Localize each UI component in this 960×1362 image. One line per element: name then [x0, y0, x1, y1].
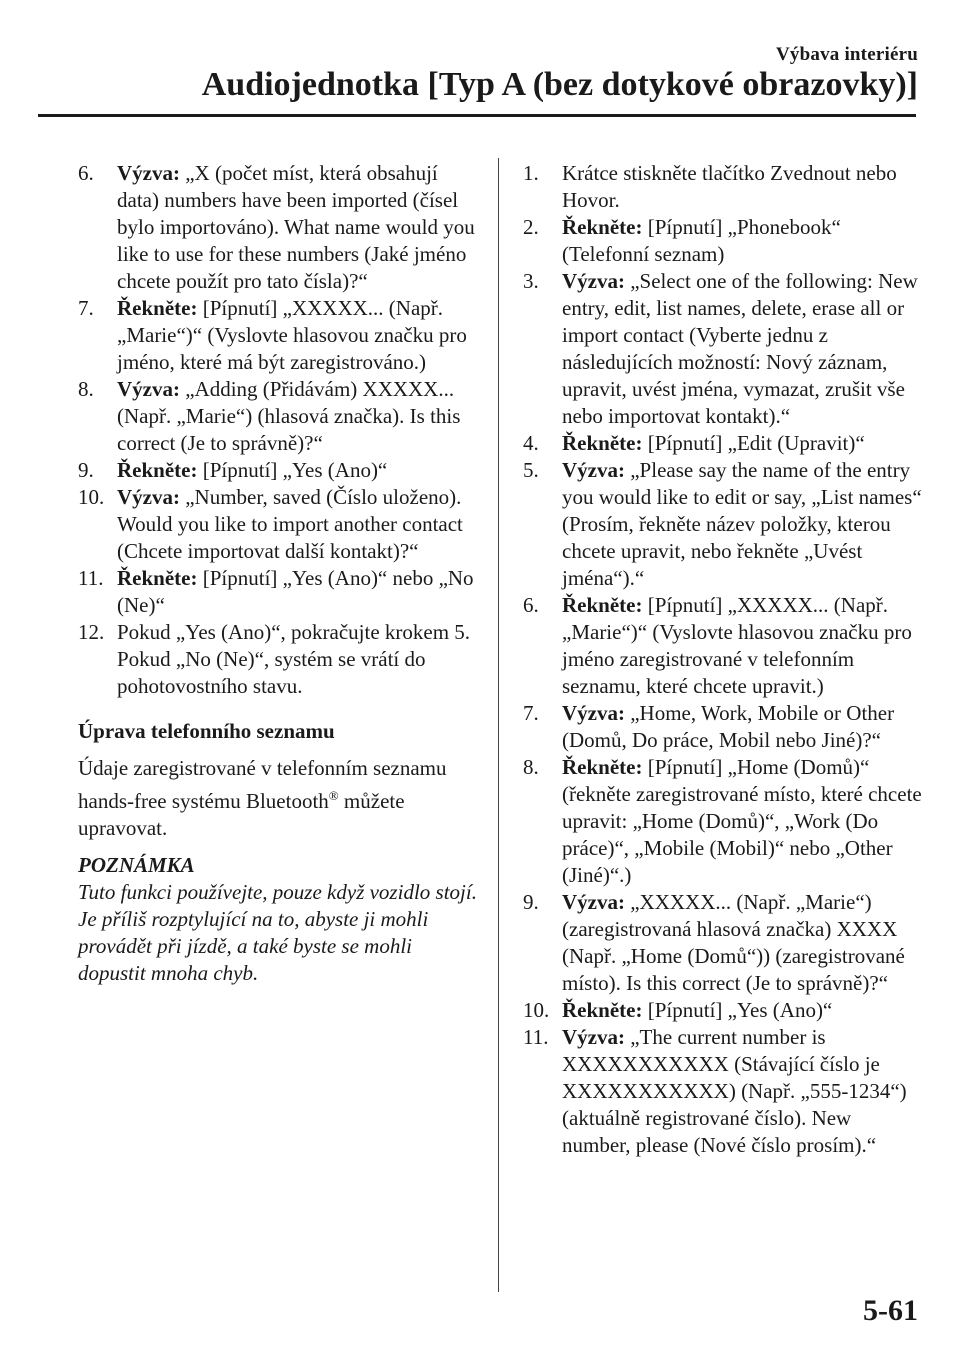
step-body: [Pípnutí] „Yes (Ano)“ [197, 458, 388, 482]
step-body: „Please say the name of the entry you would like to edit or say, „List names“ (Prosím, řekněte název položky, kterou chcete upravit, nebo řekněte „Uvést jména“).“ [562, 458, 922, 590]
step-item [78, 619, 478, 646]
step-body: „XXXXX... (Např. „Marie“) (zaregistrovaná hlasová značka) XXXX (Např. „Home (Domů“)) (zaregistrované místo). Is this correct (Je to správně)?“ [562, 890, 905, 995]
step-number: 9. [78, 458, 94, 482]
step-label: Výzva: [562, 269, 625, 293]
step-body: [Pípnutí] „Yes (Ano)“ nebo „No (Ne)“ [117, 566, 474, 617]
step-label: Výzva: [562, 701, 625, 725]
page-number: 5-61 [863, 1294, 918, 1327]
step-body: [Pípnutí] „Home (Domů)“ (řekněte zaregistrované místo, které chcete upravit: „Home (Domů)“, „Work (Do práce)“, „Mobile (Mobil)“ nebo „Other (Jiné)“.) [562, 755, 922, 887]
step-item [78, 484, 478, 565]
header-divider [38, 114, 916, 117]
step-number: 5. [523, 458, 539, 482]
step-number: 3. [523, 269, 539, 293]
step-number: 2. [523, 215, 539, 239]
column-divider [498, 158, 499, 1292]
step-number: 11. [523, 1025, 549, 1049]
right-column [523, 160, 923, 1159]
step-item [523, 700, 923, 754]
step-continuation: Pokud „No (Ne)“, systém se vrátí do pohotovostního stavu. [117, 647, 426, 698]
step-body: [Pípnutí] „XXXXX... (Např. „Marie“)“ (Vyslovte hlasovou značku pro jméno zaregistrované v telefonním seznamu, které chcete upravit.) [562, 593, 912, 698]
step-number: 8. [78, 377, 94, 401]
step-item [523, 754, 923, 889]
step-body: [Pípnutí] „Edit (Upravit)“ [642, 431, 865, 455]
step-item [523, 592, 923, 700]
step-label: Řekněte: [117, 296, 198, 320]
step-number: 12. [78, 620, 105, 644]
registered-mark: ® [328, 788, 339, 803]
step-body: [Pípnutí] „Phonebook“ (Telefonní seznam) [562, 215, 841, 266]
step-body: „X (počet míst, která obsahují data) numbers have been imported (čísel bylo importováno). What name would you like to use for these numbers (Jaké jméno chcete použít pro tato čísla)?“ [117, 161, 475, 293]
step-item [78, 376, 478, 457]
section-heading: Úprava telefonního seznamu [78, 719, 335, 743]
step-number: 7. [523, 701, 539, 725]
step-body: [Pípnutí] „XXXXX... (Např. „Marie“)“ (Vyslovte hlasovou značku pro jméno, které má být zaregistrováno.) [117, 296, 467, 374]
step-number: 6. [523, 593, 539, 617]
step-item [523, 268, 923, 430]
step-item [523, 997, 923, 1024]
step-number: 10. [523, 998, 550, 1022]
step-body: „Home, Work, Mobile or Other (Domů, Do práce, Mobil nebo Jiné)?“ [562, 701, 895, 752]
step-label: Řekněte: [562, 755, 643, 779]
step-body: Krátce stiskněte tlačítko Zvednout nebo Hovor. [562, 161, 897, 212]
step-item [78, 457, 478, 484]
step-number: 11. [78, 566, 104, 590]
section-body-text: Údaje zaregistrované v telefonním seznamu hands-free systému Bluetooth [78, 756, 447, 813]
step-number: 10. [78, 485, 105, 509]
step-body: „Select one of the following: New entry, edit, list names, delete, erase all or import contact (Vyberte jednu z následujících možností: Nový záznam, upravit, uvést jména, vymazat, zrušit vše nebo importovat kontakt).“ [562, 269, 918, 428]
step-number: 9. [523, 890, 539, 914]
step-label: Řekněte: [562, 998, 643, 1022]
step-label: Řekněte: [562, 593, 643, 617]
section-body [78, 755, 478, 842]
note-title: POZNÁMKA [78, 853, 195, 877]
step-item [523, 160, 923, 214]
step-label: Výzva: [562, 1025, 625, 1049]
section-label: Výbava interiéru [776, 44, 918, 65]
step-label: Výzva: [117, 485, 180, 509]
section-body-end: můžete upravovat. [78, 789, 405, 840]
step-body: „The current number is XXXXXXXXXXX (Stávající číslo je XXXXXXXXXXX) (Např. „555-1234“) (aktuálně registrované číslo). New number, please (Nové číslo prosím).“ [562, 1025, 907, 1157]
step-label: Řekněte: [562, 431, 643, 455]
step-label: Výzva: [117, 377, 180, 401]
page-title: Audiojednotka [Typ A (bez dotykové obrazovky)] [201, 66, 918, 103]
step-item [78, 565, 478, 619]
step-body: „Adding (Přidávám) XXXXX... (Např. „Marie“) (hlasová značka). Is this correct (Je to správně)?“ [117, 377, 461, 455]
step-label: Řekněte: [562, 215, 643, 239]
note-body: Tuto funkci používejte, pouze když vozidlo stojí. Je příliš rozptylující na to, abyste ji mohli provádět při jízdě, a také byste se mohli dopustit mnoha chyb. [78, 880, 477, 985]
step-label: Výzva: [117, 161, 180, 185]
step-item [523, 214, 923, 268]
step-item [78, 295, 478, 376]
step-body: [Pípnutí] „Yes (Ano)“ [642, 998, 833, 1022]
step-number: 6. [78, 161, 94, 185]
step-number: 8. [523, 755, 539, 779]
step-number: 4. [523, 431, 539, 455]
step-body: Pokud „Yes (Ano)“, pokračujte krokem 5. [117, 620, 471, 644]
step-label: Řekněte: [117, 566, 198, 590]
step-label: Výzva: [562, 458, 625, 482]
step-label: Výzva: [562, 890, 625, 914]
left-column [78, 160, 478, 987]
step-number: 1. [523, 161, 539, 185]
step-item [523, 1024, 923, 1159]
step-label: Řekněte: [117, 458, 198, 482]
step-number: 7. [78, 296, 94, 320]
step-body: „Number, saved (Číslo uloženo). Would you like to import another contact (Chcete importovat další kontakt)?“ [117, 485, 463, 563]
step-item [523, 430, 923, 457]
step-item [523, 889, 923, 997]
step-item [78, 160, 478, 295]
step-item [523, 457, 923, 592]
